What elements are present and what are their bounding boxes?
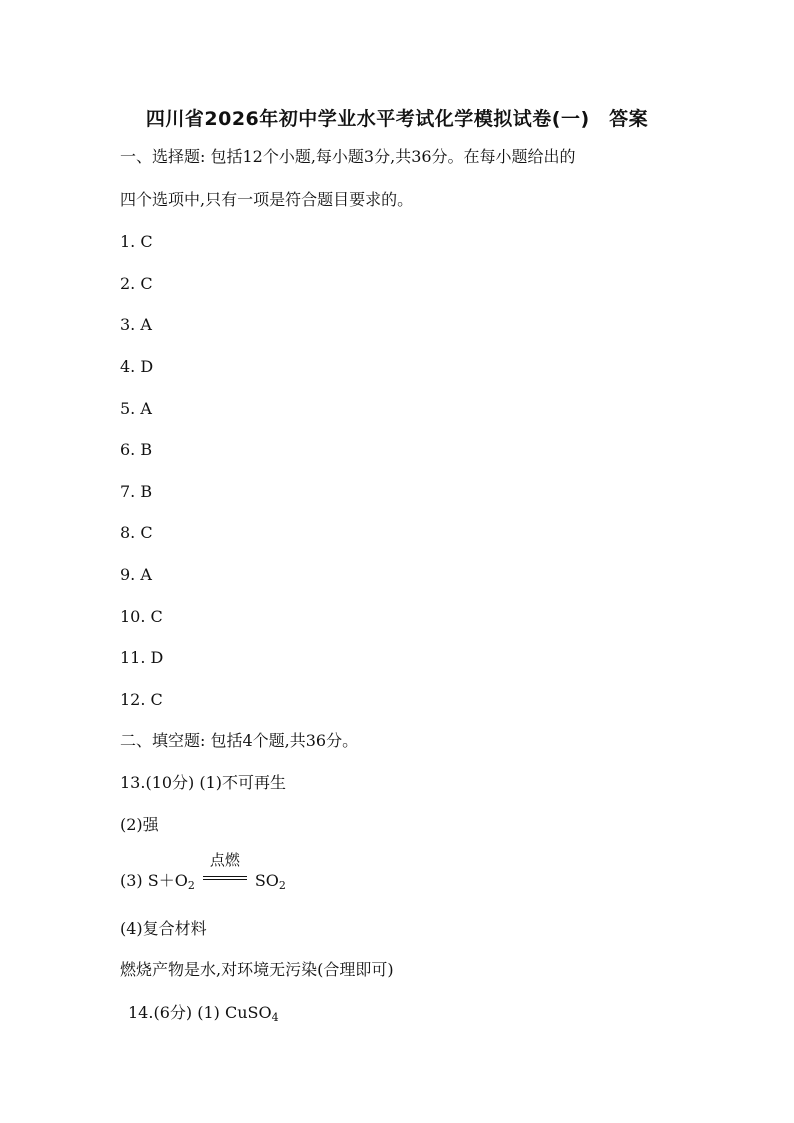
oxygen-subscript: 2 — [187, 879, 195, 892]
answer-10: 10. C — [120, 607, 163, 626]
equals-bar-top — [203, 876, 247, 877]
answer-4: 4. D — [120, 357, 154, 376]
answer-2: 2. C — [120, 274, 153, 293]
section1-heading-line1: 一、选择题: 包括12个小题,每小题3分,共36分。在每小题给出的 — [120, 147, 576, 166]
q14-part1 — [128, 1002, 279, 1029]
q13-part1: 13.(10分) (1)不可再生 — [120, 773, 287, 792]
q13-part4-reason: 燃烧产物是水,对环境无污染(合理即可) — [120, 960, 394, 979]
answer-3: 3. A — [120, 315, 152, 334]
q14-text: 14.(6分) (1) CuSO — [128, 1003, 272, 1022]
reaction-condition — [203, 851, 247, 888]
q13-part2: (2)强 — [120, 815, 159, 834]
answer-7: 7. B — [120, 482, 153, 501]
product-subscript: 2 — [278, 879, 286, 892]
answer-6: 6. B — [120, 440, 153, 459]
q13-part4: (4)复合材料 — [120, 919, 207, 938]
answer-8: 8. C — [120, 523, 153, 542]
equation-product: SO — [254, 871, 279, 890]
condition-label: 点燃 — [209, 851, 240, 869]
q13-equation — [120, 851, 286, 897]
section2-heading: 二、填空题: 包括4个题,共36分。 — [120, 731, 359, 750]
answer-5: 5. A — [120, 399, 152, 418]
equation-reactants: (3) S＋O — [120, 871, 188, 890]
answer-12: 12. C — [120, 690, 163, 709]
page-title: 四川省2026年初中学业水平考试化学模拟试卷(一) 答案 — [145, 108, 649, 130]
answer-11: 11. D — [120, 648, 164, 667]
answer-9: 9. A — [120, 565, 152, 584]
section1-heading-line2: 四个选项中,只有一项是符合题目要求的。 — [120, 190, 414, 209]
sulfate-subscript: 4 — [271, 1011, 279, 1024]
answer-1: 1. C — [120, 232, 153, 251]
equals-bar-bottom — [203, 879, 247, 880]
